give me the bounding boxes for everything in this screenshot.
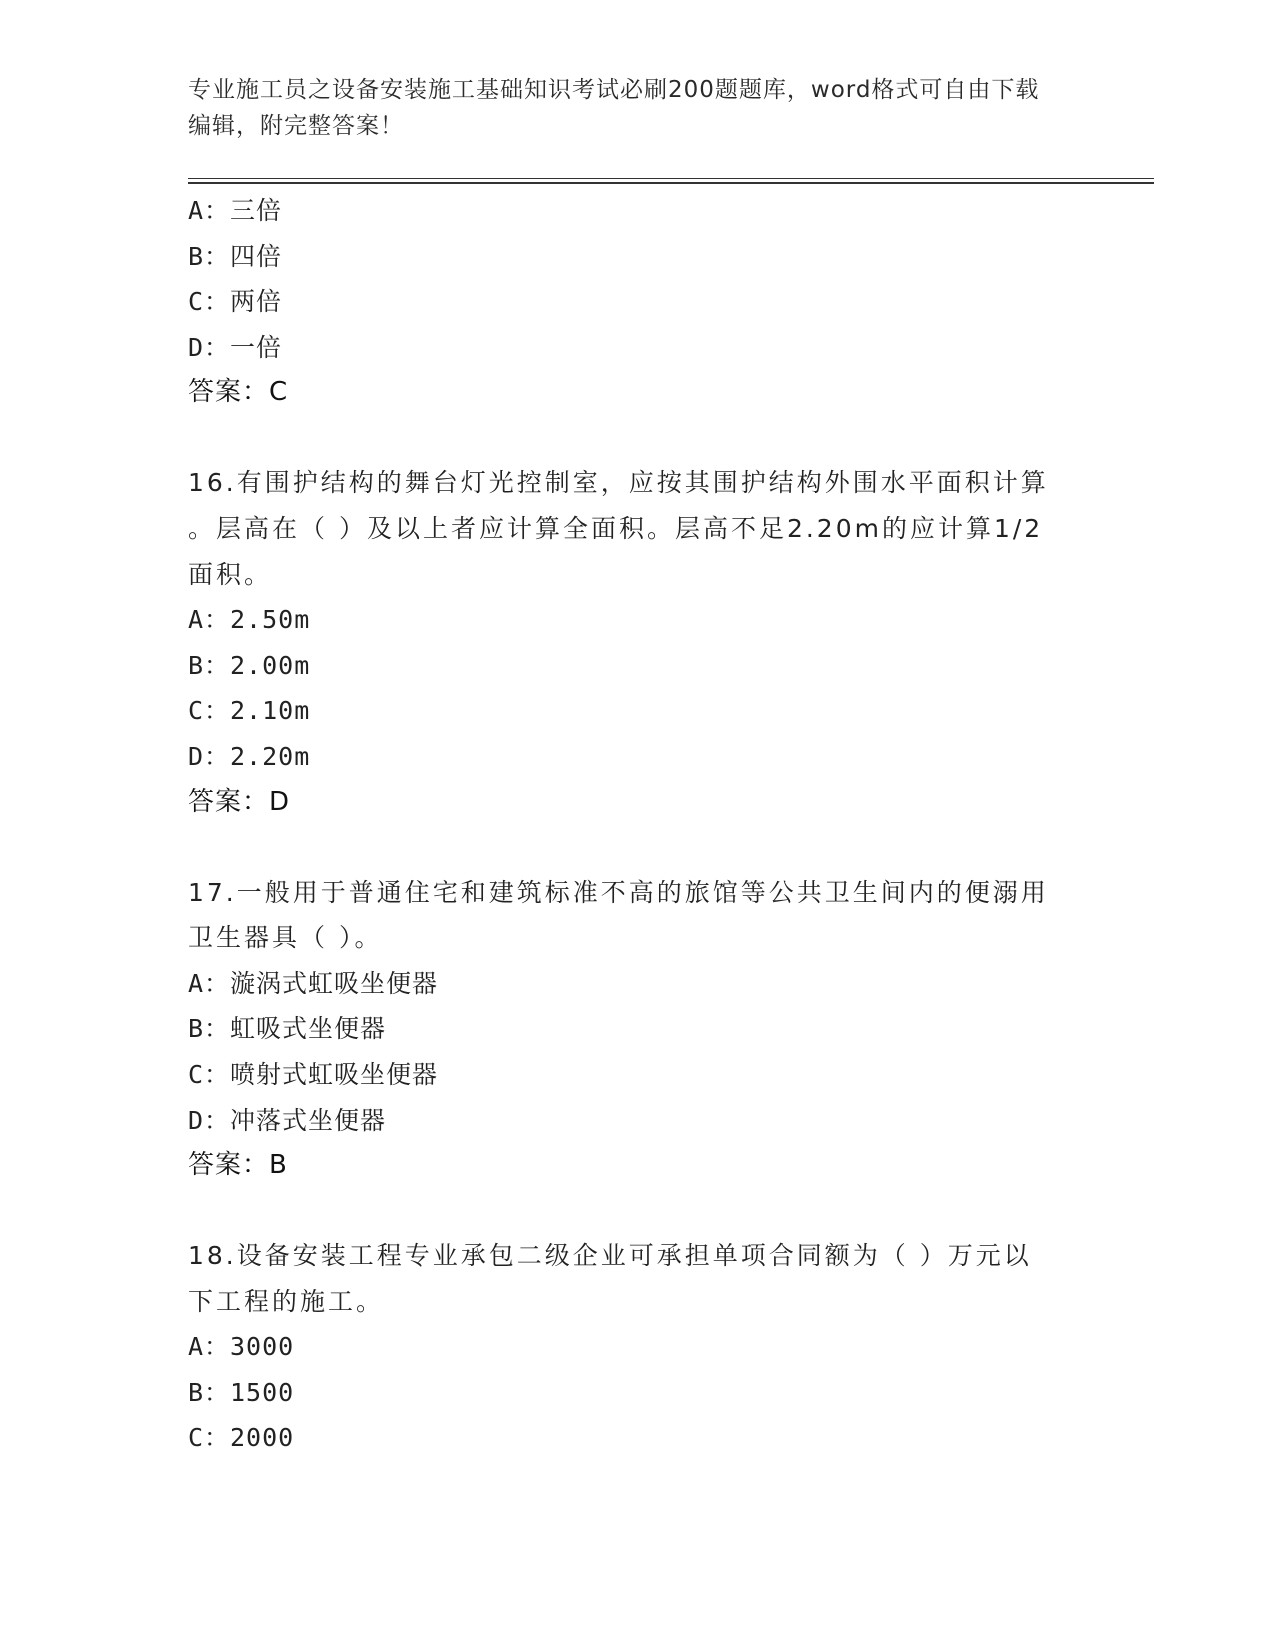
option-b: B：2.00m (188, 650, 311, 680)
option-c: C：两倍 (188, 287, 283, 317)
spacer (188, 825, 1088, 870)
question-line: 。层高在（ ）及以上者应计算全面积。层高不足2.20m的应计算1/2 (188, 513, 1044, 543)
spacer (188, 1188, 1088, 1233)
answer-line: 答案：C (188, 377, 289, 408)
question-line: 18.设备安装工程专业承包二级企业可承担单项合同额为（ ）万元以 (188, 1241, 1032, 1271)
question-line: 卫生器具（ ）。 (188, 923, 383, 953)
header-rule-thick (188, 182, 1154, 184)
question-line: 16.有围护结构的舞台灯光控制室，应按其围护结构外围水平面积计算 (188, 468, 1049, 498)
question-list (188, 188, 1088, 1461)
option-a: A：3000 (188, 1332, 295, 1362)
header-line-1: 专业施工员之设备安装施工基础知识考试必刷200题题库，word格式可自由下载 (188, 77, 1040, 103)
option-d: D：一倍 (188, 332, 283, 362)
option-b: B：1500 (188, 1377, 295, 1407)
option-d: D：冲落式坐便器 (188, 1105, 387, 1135)
question-text (188, 870, 1078, 961)
question-line: 下工程的施工。 (188, 1286, 385, 1316)
header-rule-thin (188, 178, 1154, 179)
question-line: 17.一般用于普通住宅和建筑标准不高的旅馆等公共卫生间内的便溺用 (188, 877, 1049, 907)
answer-line: 答案：D (188, 786, 291, 817)
option-b: B：虹吸式坐便器 (188, 1014, 387, 1044)
question-text (188, 1233, 1078, 1324)
header-line-2: 编辑，附完整答案！ (188, 113, 404, 139)
question-text (188, 460, 1078, 597)
question-15-continued (188, 188, 1088, 415)
option-a: A：2.50m (188, 605, 311, 635)
question-16 (188, 460, 1088, 824)
question-17 (188, 870, 1088, 1189)
option-a: A：漩涡式虹吸坐便器 (188, 968, 439, 998)
question-18 (188, 1233, 1088, 1461)
question-line: 面积。 (188, 559, 273, 589)
document-header (188, 72, 1068, 144)
option-c: C：2.10m (188, 696, 311, 726)
option-c: C：2000 (188, 1423, 295, 1453)
option-c: C：喷射式虹吸坐便器 (188, 1059, 439, 1089)
option-d: D：2.20m (188, 741, 311, 771)
spacer (188, 415, 1088, 460)
option-b: B：四倍 (188, 241, 283, 271)
answer-line: 答案：B (188, 1150, 288, 1181)
option-a: A：三倍 (188, 196, 283, 225)
